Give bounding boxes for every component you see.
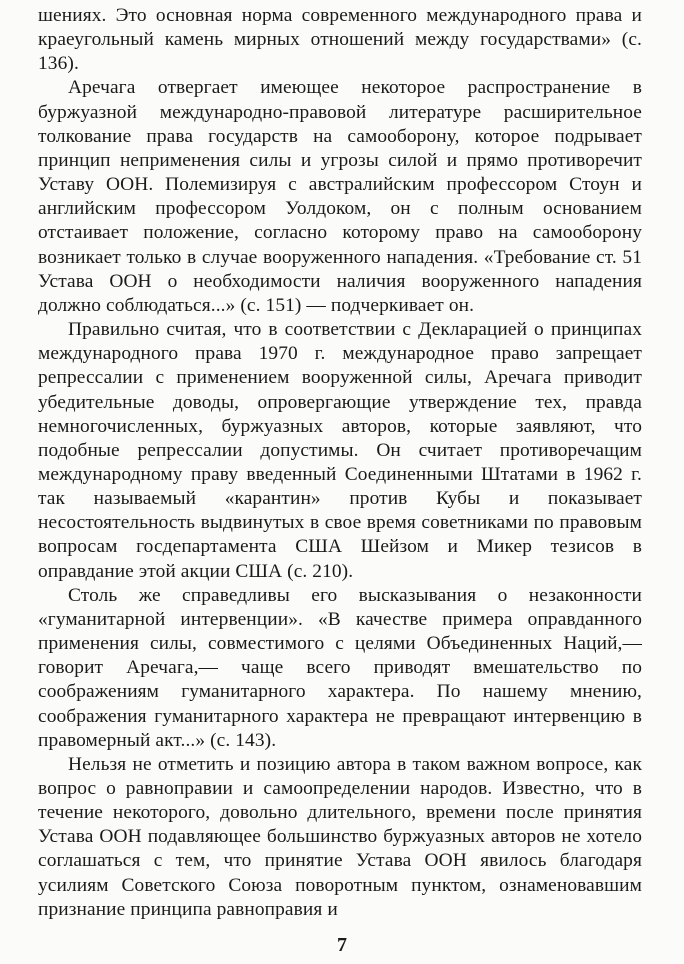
paragraph-self-defense: Аречага отвергает имеющее некоторое распространение в буржуазной международно-правовой литературе расширительное толкование права государств на самооборону, которое подрывает принцип неприменения силы и угрозы силой и прямо противоречит Уставу ООН. Полемизируя с австралийским профессором Стоун и английским профессором Уолдоком, он с полным основанием отстаивает положение, согласно которому право на самооборону возникает только в случае вооруженного нападения. «Требование ст. 51 Устава ООН о необходимости наличия вооруженного нападения должно соблюдаться...» (с. 151) — подчеркивает он. — [38, 77, 642, 316]
paragraph-continuation: шениях. Это основная норма современного международного права и краеугольный камень мирных отношений между государствами» (с. 136). — [38, 5, 642, 75]
paragraph-reprisals: Правильно считая, что в соответствии с Декларацией о принципах международного права 1970 г. международное право запрещает репрессалии с применением вооруженной силы, Аречага приводит убедительные доводы, опровергающие утверждение тех, правда немногочисленных, буржуазных авторов, которые заявляют, что подобные репрессалии допустимы. Он считает противоречащим международному праву введенный Соединенными Штатами в 1962 г. так называемый «карантин» против Кубы и показывает несостоятельность выдвинутых в свое время советниками по правовым вопросам госдепартамента США Шейзом и Микер тезисов в оправдание этой акции США (с. 210). — [38, 319, 642, 582]
page-number: 7 — [337, 934, 347, 956]
paragraph-self-determination: Нельзя не отметить и позицию автора в таком важном вопросе, как вопрос о равноправии и самоопределении народов. Известно, что в течение некоторого, довольно длительного, времени после принятия Устава ООН подавляющее большинство буржуазных авторов не хотело соглашаться с тем, что принятие Устава ООН явилось благодаря усилиям Советского Союза поворотным пунктом, ознаменовавшим признание принципа равноправия и — [38, 753, 642, 920]
body-text — [38, 4, 642, 922]
paragraph-humanitarian-intervention: Столь же справедливы его высказывания о незаконности «гуманитарной интервенции». «В качестве примера оправданного применения силы, совместимого с целями Объединенных Наций,— говорит Аречага,— чаще всего приводят вмешательство по соображениям гуманитарного характера. По нашему мнению, соображения гуманитарного характера не превращают интервенцию в правомерный акт...» (с. 143). — [38, 584, 642, 751]
